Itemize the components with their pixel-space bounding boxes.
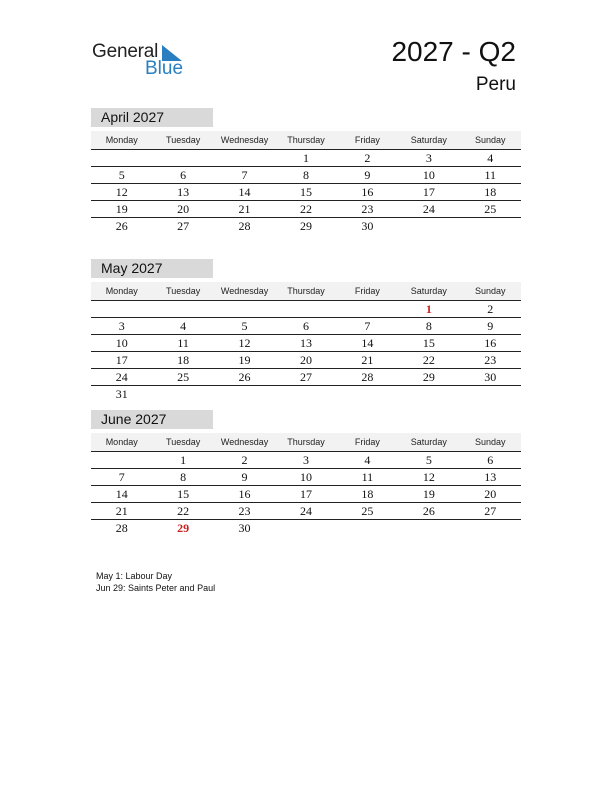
day-cell: 17 bbox=[422, 185, 435, 199]
day-cell: 27 bbox=[484, 504, 497, 518]
day-cell bbox=[337, 520, 398, 536]
day-cell: 12 bbox=[238, 336, 251, 350]
day-cell bbox=[398, 218, 459, 234]
week-row bbox=[91, 301, 521, 318]
day-cell: 20 bbox=[177, 202, 190, 216]
day-cell bbox=[91, 150, 152, 166]
week-row bbox=[91, 486, 521, 503]
week-row bbox=[91, 184, 521, 201]
day-cell bbox=[398, 520, 459, 536]
holiday-day-cell: 29 bbox=[177, 521, 190, 535]
day-cell: 13 bbox=[177, 185, 190, 199]
day-cell bbox=[214, 301, 275, 317]
month-label: June 2027 bbox=[91, 410, 213, 429]
day-cell: 31 bbox=[115, 387, 128, 401]
day-cell bbox=[275, 520, 336, 536]
logo bbox=[92, 41, 212, 81]
day-cell: 18 bbox=[361, 487, 374, 501]
day-cell: 22 bbox=[422, 353, 435, 367]
day-cell: 20 bbox=[299, 353, 312, 367]
day-cell: 24 bbox=[422, 202, 435, 216]
month-april bbox=[91, 108, 521, 234]
day-cell: 2 bbox=[364, 151, 371, 165]
day-cell: 14 bbox=[115, 487, 128, 501]
weekday-header: Friday bbox=[354, 437, 380, 447]
day-cell: 29 bbox=[422, 370, 435, 384]
week-row bbox=[91, 469, 521, 486]
day-cell: 6 bbox=[487, 453, 494, 467]
day-cell: 29 bbox=[299, 219, 312, 233]
day-cell: 24 bbox=[115, 370, 128, 384]
day-cell bbox=[91, 301, 152, 317]
weekday-header-row bbox=[91, 131, 521, 150]
day-cell: 1 bbox=[180, 453, 187, 467]
day-cell: 25 bbox=[361, 504, 374, 518]
day-cell: 13 bbox=[484, 470, 497, 484]
day-cell bbox=[460, 386, 521, 402]
country-name: Peru bbox=[475, 74, 516, 95]
day-cell: 28 bbox=[361, 370, 374, 384]
day-cell: 12 bbox=[422, 470, 435, 484]
weekday-header: Tuesday bbox=[166, 437, 201, 447]
day-cell bbox=[91, 452, 152, 468]
day-cell: 5 bbox=[241, 319, 248, 333]
week-row bbox=[91, 503, 521, 520]
day-cell: 4 bbox=[487, 151, 494, 165]
day-cell: 27 bbox=[299, 370, 312, 384]
day-cell: 8 bbox=[302, 168, 309, 182]
day-cell: 9 bbox=[241, 470, 248, 484]
day-cell: 5 bbox=[425, 453, 432, 467]
day-cell bbox=[460, 520, 521, 536]
week-row bbox=[91, 218, 521, 234]
holiday-day-cell: 1 bbox=[425, 302, 432, 316]
day-cell: 28 bbox=[238, 219, 251, 233]
day-cell: 5 bbox=[118, 168, 125, 182]
logo-general-text: General bbox=[92, 41, 159, 62]
weekday-header: Tuesday bbox=[166, 135, 201, 145]
weekday-header: Sunday bbox=[474, 437, 506, 447]
day-cell: 28 bbox=[115, 521, 128, 535]
day-cell: 7 bbox=[118, 470, 125, 484]
day-cell bbox=[337, 386, 398, 402]
day-cell: 16 bbox=[484, 336, 497, 350]
week-row bbox=[91, 452, 521, 469]
weekday-header: Monday bbox=[105, 135, 138, 145]
month-may bbox=[91, 259, 521, 402]
weekday-header: Wednesday bbox=[220, 437, 269, 447]
day-cell: 20 bbox=[484, 487, 497, 501]
day-cell: 12 bbox=[115, 185, 128, 199]
day-cell bbox=[214, 150, 275, 166]
day-cell: 25 bbox=[177, 370, 190, 384]
day-cell: 22 bbox=[299, 202, 312, 216]
weekday-header: Wednesday bbox=[220, 135, 269, 145]
weekday-header: Sunday bbox=[474, 286, 506, 296]
weekday-header: Saturday bbox=[410, 135, 447, 145]
day-cell: 3 bbox=[302, 453, 309, 467]
day-cell: 14 bbox=[238, 185, 251, 199]
day-cell: 3 bbox=[118, 319, 125, 333]
day-cell bbox=[152, 150, 213, 166]
weekday-header: Monday bbox=[105, 286, 138, 296]
weekday-header: Wednesday bbox=[220, 286, 269, 296]
week-row bbox=[91, 201, 521, 218]
day-cell bbox=[275, 386, 336, 402]
day-cell: 3 bbox=[425, 151, 432, 165]
weekday-header: Tuesday bbox=[166, 286, 201, 296]
weekday-header: Friday bbox=[354, 286, 380, 296]
day-cell: 7 bbox=[364, 319, 371, 333]
day-cell bbox=[275, 301, 336, 317]
day-cell: 26 bbox=[115, 219, 128, 233]
week-row bbox=[91, 520, 521, 536]
day-cell: 30 bbox=[238, 521, 251, 535]
day-cell: 17 bbox=[299, 487, 312, 501]
logo-blue-text: Blue bbox=[145, 58, 184, 79]
week-row bbox=[91, 318, 521, 335]
weekday-header: Friday bbox=[354, 135, 380, 145]
week-row bbox=[91, 369, 521, 386]
day-cell: 17 bbox=[115, 353, 128, 367]
day-cell bbox=[398, 386, 459, 402]
weekday-header: Thursday bbox=[287, 135, 325, 145]
day-cell: 1 bbox=[302, 151, 309, 165]
week-row bbox=[91, 386, 521, 402]
day-cell: 11 bbox=[177, 336, 189, 350]
month-june bbox=[91, 410, 521, 536]
day-cell: 19 bbox=[422, 487, 435, 501]
day-cell: 23 bbox=[238, 504, 251, 518]
day-cell: 6 bbox=[180, 168, 187, 182]
day-cell: 30 bbox=[484, 370, 497, 384]
day-cell: 19 bbox=[238, 353, 251, 367]
day-cell: 13 bbox=[299, 336, 312, 350]
holiday-note: Jun 29: Saints Peter and Paul bbox=[96, 583, 216, 593]
day-cell bbox=[152, 386, 213, 402]
day-cell: 6 bbox=[302, 319, 309, 333]
weekday-header-row bbox=[91, 282, 521, 301]
day-cell: 21 bbox=[238, 202, 251, 216]
day-cell: 11 bbox=[484, 168, 497, 182]
day-cell: 30 bbox=[361, 219, 374, 233]
day-cell: 26 bbox=[238, 370, 251, 384]
day-cell: 4 bbox=[180, 319, 187, 333]
day-cell bbox=[152, 301, 213, 317]
day-cell: 21 bbox=[361, 353, 374, 367]
day-cell: 7 bbox=[241, 168, 248, 182]
day-cell: 22 bbox=[177, 504, 190, 518]
day-cell: 10 bbox=[115, 336, 128, 350]
day-cell: 10 bbox=[299, 470, 312, 484]
week-row bbox=[91, 335, 521, 352]
weekday-header: Saturday bbox=[410, 286, 447, 296]
day-cell: 11 bbox=[361, 470, 374, 484]
weekday-header: Thursday bbox=[287, 437, 325, 447]
day-cell: 14 bbox=[361, 336, 374, 350]
day-cell: 9 bbox=[487, 319, 494, 333]
weekday-header: Saturday bbox=[410, 437, 447, 447]
day-cell: 25 bbox=[484, 202, 497, 216]
day-cell bbox=[337, 301, 398, 317]
day-cell: 8 bbox=[425, 319, 432, 333]
weekday-header: Sunday bbox=[474, 135, 506, 145]
week-row bbox=[91, 352, 521, 369]
day-cell: 9 bbox=[364, 168, 371, 182]
day-cell: 2 bbox=[487, 302, 494, 316]
day-cell: 23 bbox=[361, 202, 374, 216]
day-cell: 15 bbox=[422, 336, 435, 350]
day-cell: 16 bbox=[361, 185, 374, 199]
quarter-title: 2027 - Q2 bbox=[391, 36, 516, 67]
day-cell bbox=[460, 218, 521, 234]
day-cell: 18 bbox=[484, 185, 497, 199]
weekday-header: Thursday bbox=[287, 286, 325, 296]
weekday-header-row bbox=[91, 433, 521, 452]
week-row bbox=[91, 150, 521, 167]
day-cell: 8 bbox=[180, 470, 187, 484]
day-cell: 21 bbox=[115, 504, 128, 518]
month-label: April 2027 bbox=[91, 108, 213, 127]
day-cell: 15 bbox=[177, 487, 190, 501]
day-cell: 23 bbox=[484, 353, 497, 367]
day-cell: 16 bbox=[238, 487, 251, 501]
holiday-note: May 1: Labour Day bbox=[96, 571, 173, 581]
day-cell: 19 bbox=[115, 202, 128, 216]
month-label: May 2027 bbox=[91, 259, 213, 278]
day-cell: 4 bbox=[364, 453, 371, 467]
day-cell: 10 bbox=[422, 168, 435, 182]
day-cell bbox=[214, 386, 275, 402]
day-cell: 18 bbox=[177, 353, 190, 367]
day-cell: 2 bbox=[241, 453, 248, 467]
day-cell: 27 bbox=[177, 219, 190, 233]
day-cell: 26 bbox=[422, 504, 435, 518]
day-cell: 24 bbox=[299, 504, 312, 518]
weekday-header: Monday bbox=[105, 437, 138, 447]
day-cell: 15 bbox=[299, 185, 312, 199]
holiday-notes bbox=[96, 570, 215, 594]
week-row bbox=[91, 167, 521, 184]
